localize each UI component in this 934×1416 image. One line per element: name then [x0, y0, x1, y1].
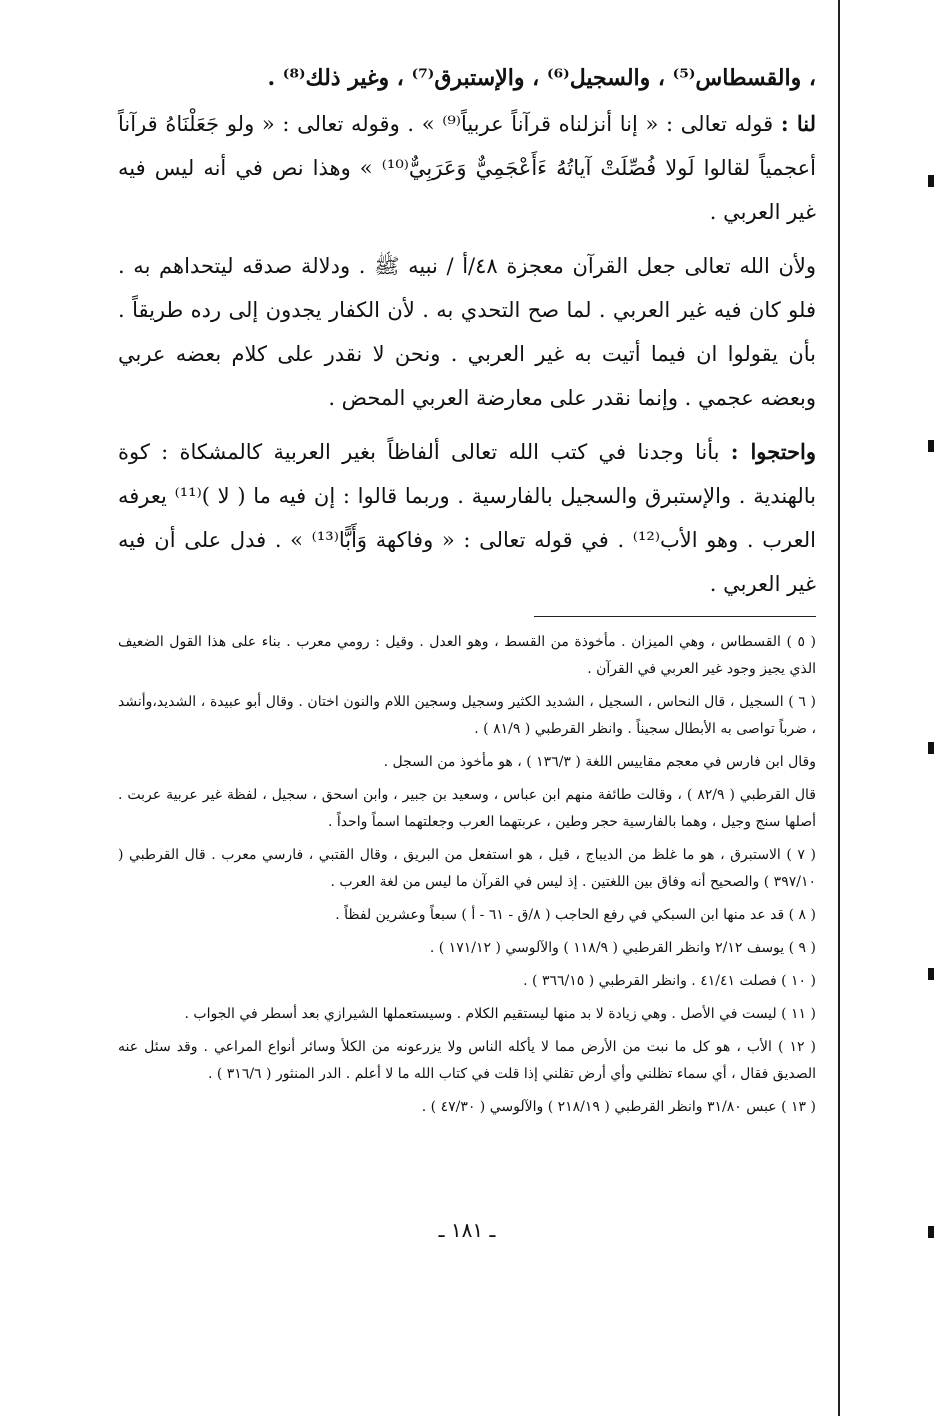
margin-mark	[928, 968, 934, 980]
paragraph-lana	[118, 102, 816, 234]
margin-mark	[928, 175, 934, 187]
footnote: ( ٥ ) القسطاس ، وهي الميزان . مأخوذة من القسط ، وهو العدل . وقيل : رومي معرب . بناء على هذا القول الضعيف الذي يجيز وجود غير العربي في القرآن .	[118, 634, 816, 677]
paragraph-text: قوله تعالى : « إنا أنزلناه قرآناً عربياً⁽⁹⁾ » . وقوله تعالى : « ولو جَعَلْنَاهُ قرآناً أعجمياً لقالوا لَولا فُصِّلَتْ آياتُهُ ءَأَعْجَمِيٌّ وَعَرَبِيٌّ⁽¹⁰⁾ » وهذا نص في أنه ليس فيه غير العربي .	[118, 112, 817, 224]
footnote: ( ١٣ ) عبس ٣١/٨٠ وانظر القرطبي ( ٢١٨/١٩ ) والآلوسي ( ٤٧/٣٠ ) .	[421, 1099, 816, 1115]
footnote: قال القرطبي ( ٨٢/٩ ) ، وقالت طائفة منهم ابن عباس ، وسعيد بن جبير ، وابن اسحق ، سجيل ، لفظة غير عربية عربت . أصلها سنج وجيل ، وهما بالفارسية حجر وطين ، عربتهما العرب وجعلتهما اسماً واحداً .	[118, 787, 816, 830]
opening-line: ، والقسطاس⁽⁵⁾ ، والسجيل⁽⁶⁾ ، والإستبرق⁽⁷⁾ ، وغير ذلك⁽⁸⁾ .	[267, 65, 816, 91]
main-text	[118, 58, 816, 606]
footnote: ( ١٢ ) الأب ، هو كل ما نبت من الأرض مما لا يأكله الناس ولا يزرعونه من الكلأ وسائر أنواع المراعي . وقد سئل عنه الصديق فقال ، أي سماء تظلني وأي أرض تقلني إذا قلت في كتاب الله ما لا أعلم . الدر المنثور ( ٣١٦/٦ ) .	[118, 1039, 816, 1082]
paragraph-lead: لنا :	[780, 111, 816, 136]
footnote: ( ٩ ) يوسف ٢/١٢ وانظر القرطبي ( ١١٨/٩ ) والآلوسي ( ١٧١/١٢ ) .	[429, 940, 816, 956]
footnote: ( ١٠ ) فصلت ٤١/٤١ . وانظر القرطبي ( ٣٦٦/١٥ ) .	[523, 973, 816, 989]
page-margin-right	[840, 0, 934, 1416]
page-content	[118, 58, 816, 1127]
footnotes	[118, 629, 816, 1121]
footnote: ( ٧ ) الاستبرق ، هو ما غلظ من الديباج ، قيل ، هو استفعل من البريق ، وقال القتبي ، فارسي معرب . قال القرطبي ( ٣٩٧/١٠ ) والصحيح أنه وفاق بين اللغتين . إذ ليس في القرآن ما ليس من لغة العرب .	[118, 847, 816, 890]
paragraph-text: بأنا وجدنا في كتب الله تعالى ألفاظاً بغير العربية كالمشكاة : كوة بالهندية . والإستبرق والسجيل بالفارسية . وربما قالوا : إن فيه ما ( لا )⁽¹¹⁾ يعرفه العرب . وهو الأب⁽¹²⁾ . في قوله تعالى : « وفاكهة وَأَبًّا⁽¹³⁾ » . فدل على أن فيه غير العربي .	[118, 440, 816, 596]
paragraph-lead: واحتجوا :	[730, 439, 816, 464]
footnote: ( ٨ ) قد عد منها ابن السبكي في رفع الحاجب ( ٨/ق - ٦١ - أ ) سبعاً وعشرين لفظاً .	[335, 907, 816, 923]
footnote: وقال ابن فارس في معجم مقاييس اللغة ( ١٣٦/٣ ) ، هو مأخوذ من السجل .	[383, 754, 816, 770]
paragraph-miracle: ولأن الله تعالى جعل القرآن معجزة ٤٨/أ / نبيه ﷺ . ودلالة صدقه ليتحداهم به . فلو كان فيه غير العربي . لما صح التحدي به . لأن الكفار يجدون إلى رده طريقاً . بأن يقولوا ان فيما أتيت به غير العربي . ونحن لا نقدر على كلام بعضه عربي وبعضه عجمي . وإنما نقدر على معارضة العربي المحض .	[118, 254, 816, 410]
footnote: ( ١١ ) ليست في الأصل . وهي زيادة لا بد منها ليستقيم الكلام . وسيستعملها الشيرازي بعد أسطر في الجواب .	[184, 1006, 816, 1022]
footnote-separator	[534, 616, 816, 617]
page-number: ـ ١٨١ ـ	[438, 1218, 496, 1242]
margin-mark	[928, 440, 934, 452]
margin-mark	[928, 742, 934, 754]
paragraph-ihtajju	[118, 430, 816, 606]
footnote: ( ٦ ) السجيل ، قال النحاس ، السجيل ، الشديد الكثير وسجيل وسجين اللام والنون اختان . وقال أبو عبيدة ، الشديد،وأنشد ، ضرباً تواصى به الأبطال سجيناً . وانظر القرطبي ( ٨١/٩ ) .	[118, 694, 817, 737]
